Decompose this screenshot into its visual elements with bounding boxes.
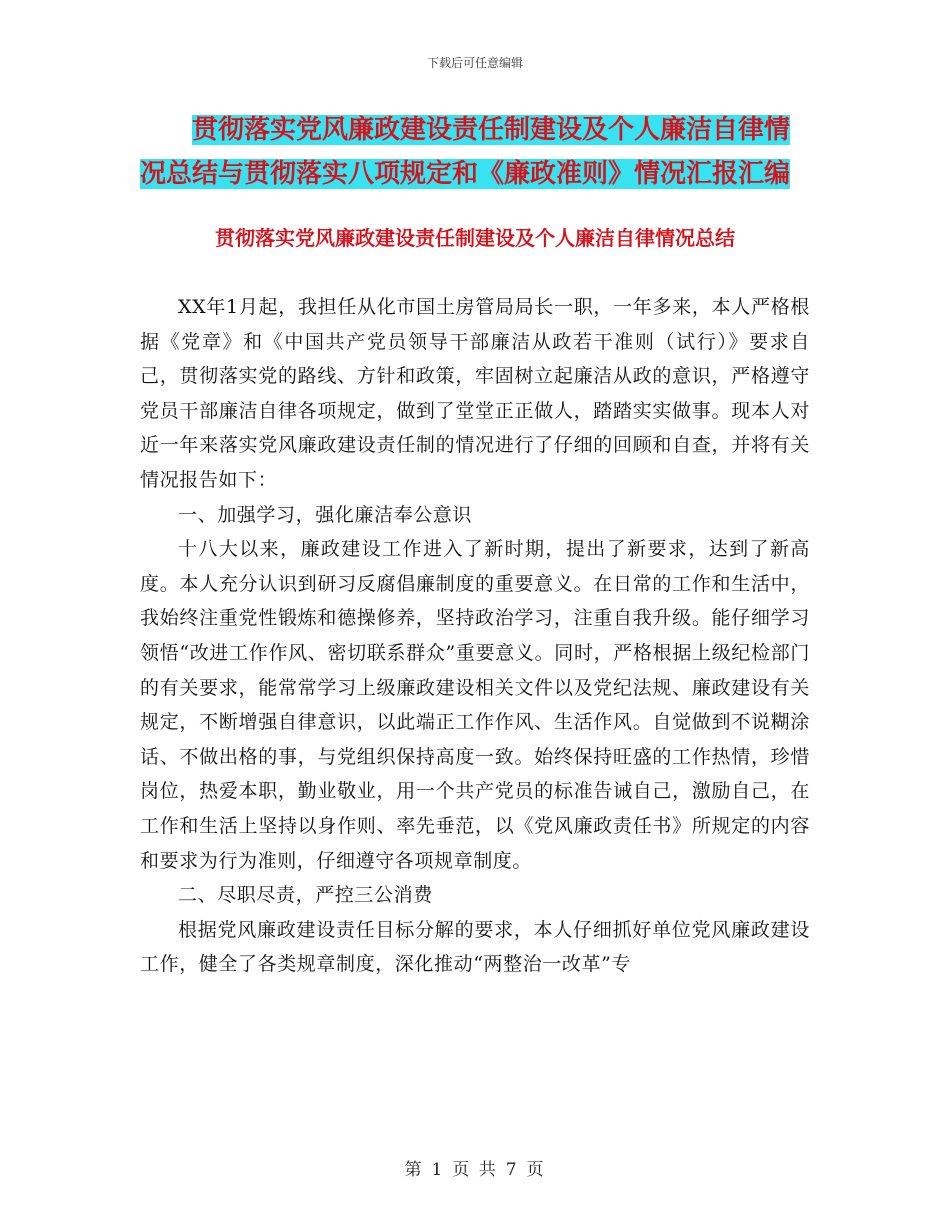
header-note: 下载后可任意编辑 xyxy=(426,56,523,70)
title-line-1-text: 贯彻落实党风廉政建设责任制建设及个人廉洁自律情 xyxy=(192,115,791,145)
paragraph-duty: 根据党风廉政建设责任目标分解的要求，本人仔细抓好单位党风廉政建设工作，健全了各类规章制度，深化推动“两整治一改革”专 xyxy=(140,918,810,976)
footer-total-pages: 7 xyxy=(505,1160,519,1180)
title-line-2-text: 况总结与贯彻落实八项规定和《廉政准则》情况汇报汇编 xyxy=(140,159,791,189)
heading-2: 二、尽职尽责，严控三公消费 xyxy=(178,884,433,907)
title-line-2 xyxy=(140,152,820,196)
footer-suffix: 页 xyxy=(526,1160,546,1180)
page-footer xyxy=(0,1155,950,1180)
document-title xyxy=(140,108,820,196)
footer-prefix: 第 xyxy=(404,1160,424,1180)
title-line-1 xyxy=(140,108,820,152)
paragraph-intro: XX年1月起，我担任从化市国土房管局局长一职，一年多来，本人严格根据《党章》和《中国共产党员领导干部廉洁从政若干准则（试行）》要求自己，贯彻落实党的路线、方针和政策，牢固树立起廉洁从政的意识，严格遵守党员干部廉洁自律各项规定，做到了堂堂正正做人，踏踏实实做事。现本人对近一年来落实党风廉政建设责任制的情况进行了仔细的回顾和自查，并将有关情况报告如下： xyxy=(140,296,810,491)
heading-1: 一、加强学习，强化廉洁奉公意识 xyxy=(178,503,473,526)
paragraph-study: 十八大以来，廉政建设工作进入了新时期，提出了新要求，达到了新高度。本人充分认识到研习反腐倡廉制度的重要意义。在日常的工作和生活中，我始终注重党性锻炼和德操修养，坚持政治学习，注重自我升级。能仔细学习领悟“改进工作作风、密切联系群众”重要意义。同时，严格根据上级纪检部门的有关要求，能常常学习上级廉政建设相关文件以及党纪法规、廉政建设有关规定，不断增强自律意识，以此端正工作作风、生活作风。自觉做到不说糊涂话、不做出格的事，与党组织保持高度一致。始终保持旺盛的工作热情，珍惜岗位，热爱本职，勤业敬业，用一个共产党员的标准告诫自己，激励自己，在工作和生活上坚持以身作则、率先垂范，以《党风廉政责任书》所规定的内容和要求为行为准则，仔细遵守各项规章制度。 xyxy=(140,538,810,872)
footer-mid: 页 共 xyxy=(452,1160,498,1180)
section-title: 贯彻落实党风廉政建设责任制建设及个人廉洁自律情况总结 xyxy=(215,226,735,250)
footer-current-page: 1 xyxy=(431,1160,445,1180)
body-text xyxy=(140,290,810,982)
